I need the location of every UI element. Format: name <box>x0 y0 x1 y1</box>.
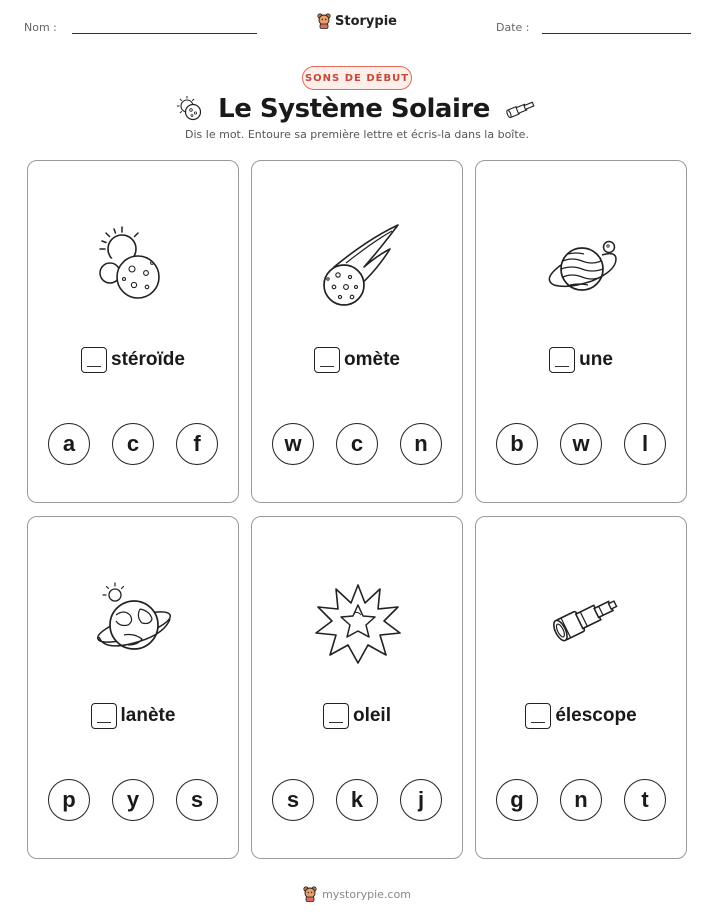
word-ending: oleil <box>352 705 391 726</box>
word-ending: stéroïde <box>111 349 185 370</box>
telescope-icon <box>532 575 632 665</box>
word-ending: lanète <box>120 705 176 726</box>
word-ending: omète <box>344 349 400 370</box>
sun-icon <box>308 575 408 665</box>
word-ending: élescope <box>555 705 637 726</box>
name-label: Nom : <box>24 21 57 34</box>
letter-choice[interactable]: l <box>624 423 666 465</box>
letter-choice[interactable]: s <box>272 779 314 821</box>
comet-icon <box>308 219 408 309</box>
answer-box[interactable] <box>323 703 349 729</box>
letter-choice[interactable]: p <box>48 779 90 821</box>
bear-logo-icon <box>317 13 331 29</box>
letter-choice[interactable]: w <box>560 423 602 465</box>
letter-choice[interactable]: a <box>48 423 90 465</box>
letter-choices <box>28 423 238 465</box>
word-row <box>252 347 462 373</box>
letter-choices <box>476 423 686 465</box>
letter-choices <box>252 423 462 465</box>
word-row <box>28 347 238 373</box>
moon-planet-icon <box>532 219 632 309</box>
bear-logo-icon <box>303 886 317 902</box>
letter-choice[interactable]: g <box>496 779 538 821</box>
planet-icon <box>84 575 184 665</box>
instructions: Dis le mot. Entoure sa première lettre et écris-la dans la boîte. <box>185 128 529 141</box>
answer-box[interactable] <box>314 347 340 373</box>
letter-choice[interactable]: n <box>400 423 442 465</box>
title-asteroid-icon <box>176 95 204 123</box>
letter-choice[interactable]: w <box>272 423 314 465</box>
exercise-card <box>475 160 687 503</box>
page-title: Le Système Solaire <box>218 94 490 124</box>
word-row <box>252 703 462 729</box>
exercise-card <box>251 516 463 859</box>
letter-choice[interactable]: t <box>624 779 666 821</box>
asteroid-icon <box>84 219 184 309</box>
answer-box[interactable] <box>549 347 575 373</box>
title-row <box>0 92 714 126</box>
word-row <box>476 347 686 373</box>
name-line[interactable] <box>72 33 257 34</box>
word-row <box>28 703 238 729</box>
answer-box[interactable] <box>525 703 551 729</box>
word-ending: une <box>579 349 613 370</box>
letter-choices <box>252 779 462 821</box>
exercise-card <box>251 160 463 503</box>
answer-box[interactable] <box>81 347 107 373</box>
date-label: Date : <box>496 21 530 34</box>
exercise-card <box>27 160 239 503</box>
word-row <box>476 703 686 729</box>
letter-choice[interactable]: y <box>112 779 154 821</box>
letter-choice[interactable]: c <box>336 423 378 465</box>
letter-choices <box>476 779 686 821</box>
brand <box>0 13 714 29</box>
date-line[interactable] <box>542 33 691 34</box>
letter-choice[interactable]: k <box>336 779 378 821</box>
letter-choice[interactable]: j <box>400 779 442 821</box>
letter-choices <box>28 779 238 821</box>
letter-choice[interactable]: f <box>176 423 218 465</box>
letter-choice[interactable]: b <box>496 423 538 465</box>
answer-box[interactable] <box>91 703 117 729</box>
footer-site: mystorypie.com <box>322 887 411 901</box>
letter-choice[interactable]: s <box>176 779 218 821</box>
letter-choice[interactable]: c <box>112 423 154 465</box>
category-badge: SONS DE DÉBUT <box>302 66 412 90</box>
title-telescope-icon <box>504 98 538 120</box>
brand-name: Storypie <box>335 13 397 29</box>
exercise-card <box>27 516 239 859</box>
exercise-card <box>475 516 687 859</box>
letter-choice[interactable]: n <box>560 779 602 821</box>
footer <box>0 886 714 902</box>
